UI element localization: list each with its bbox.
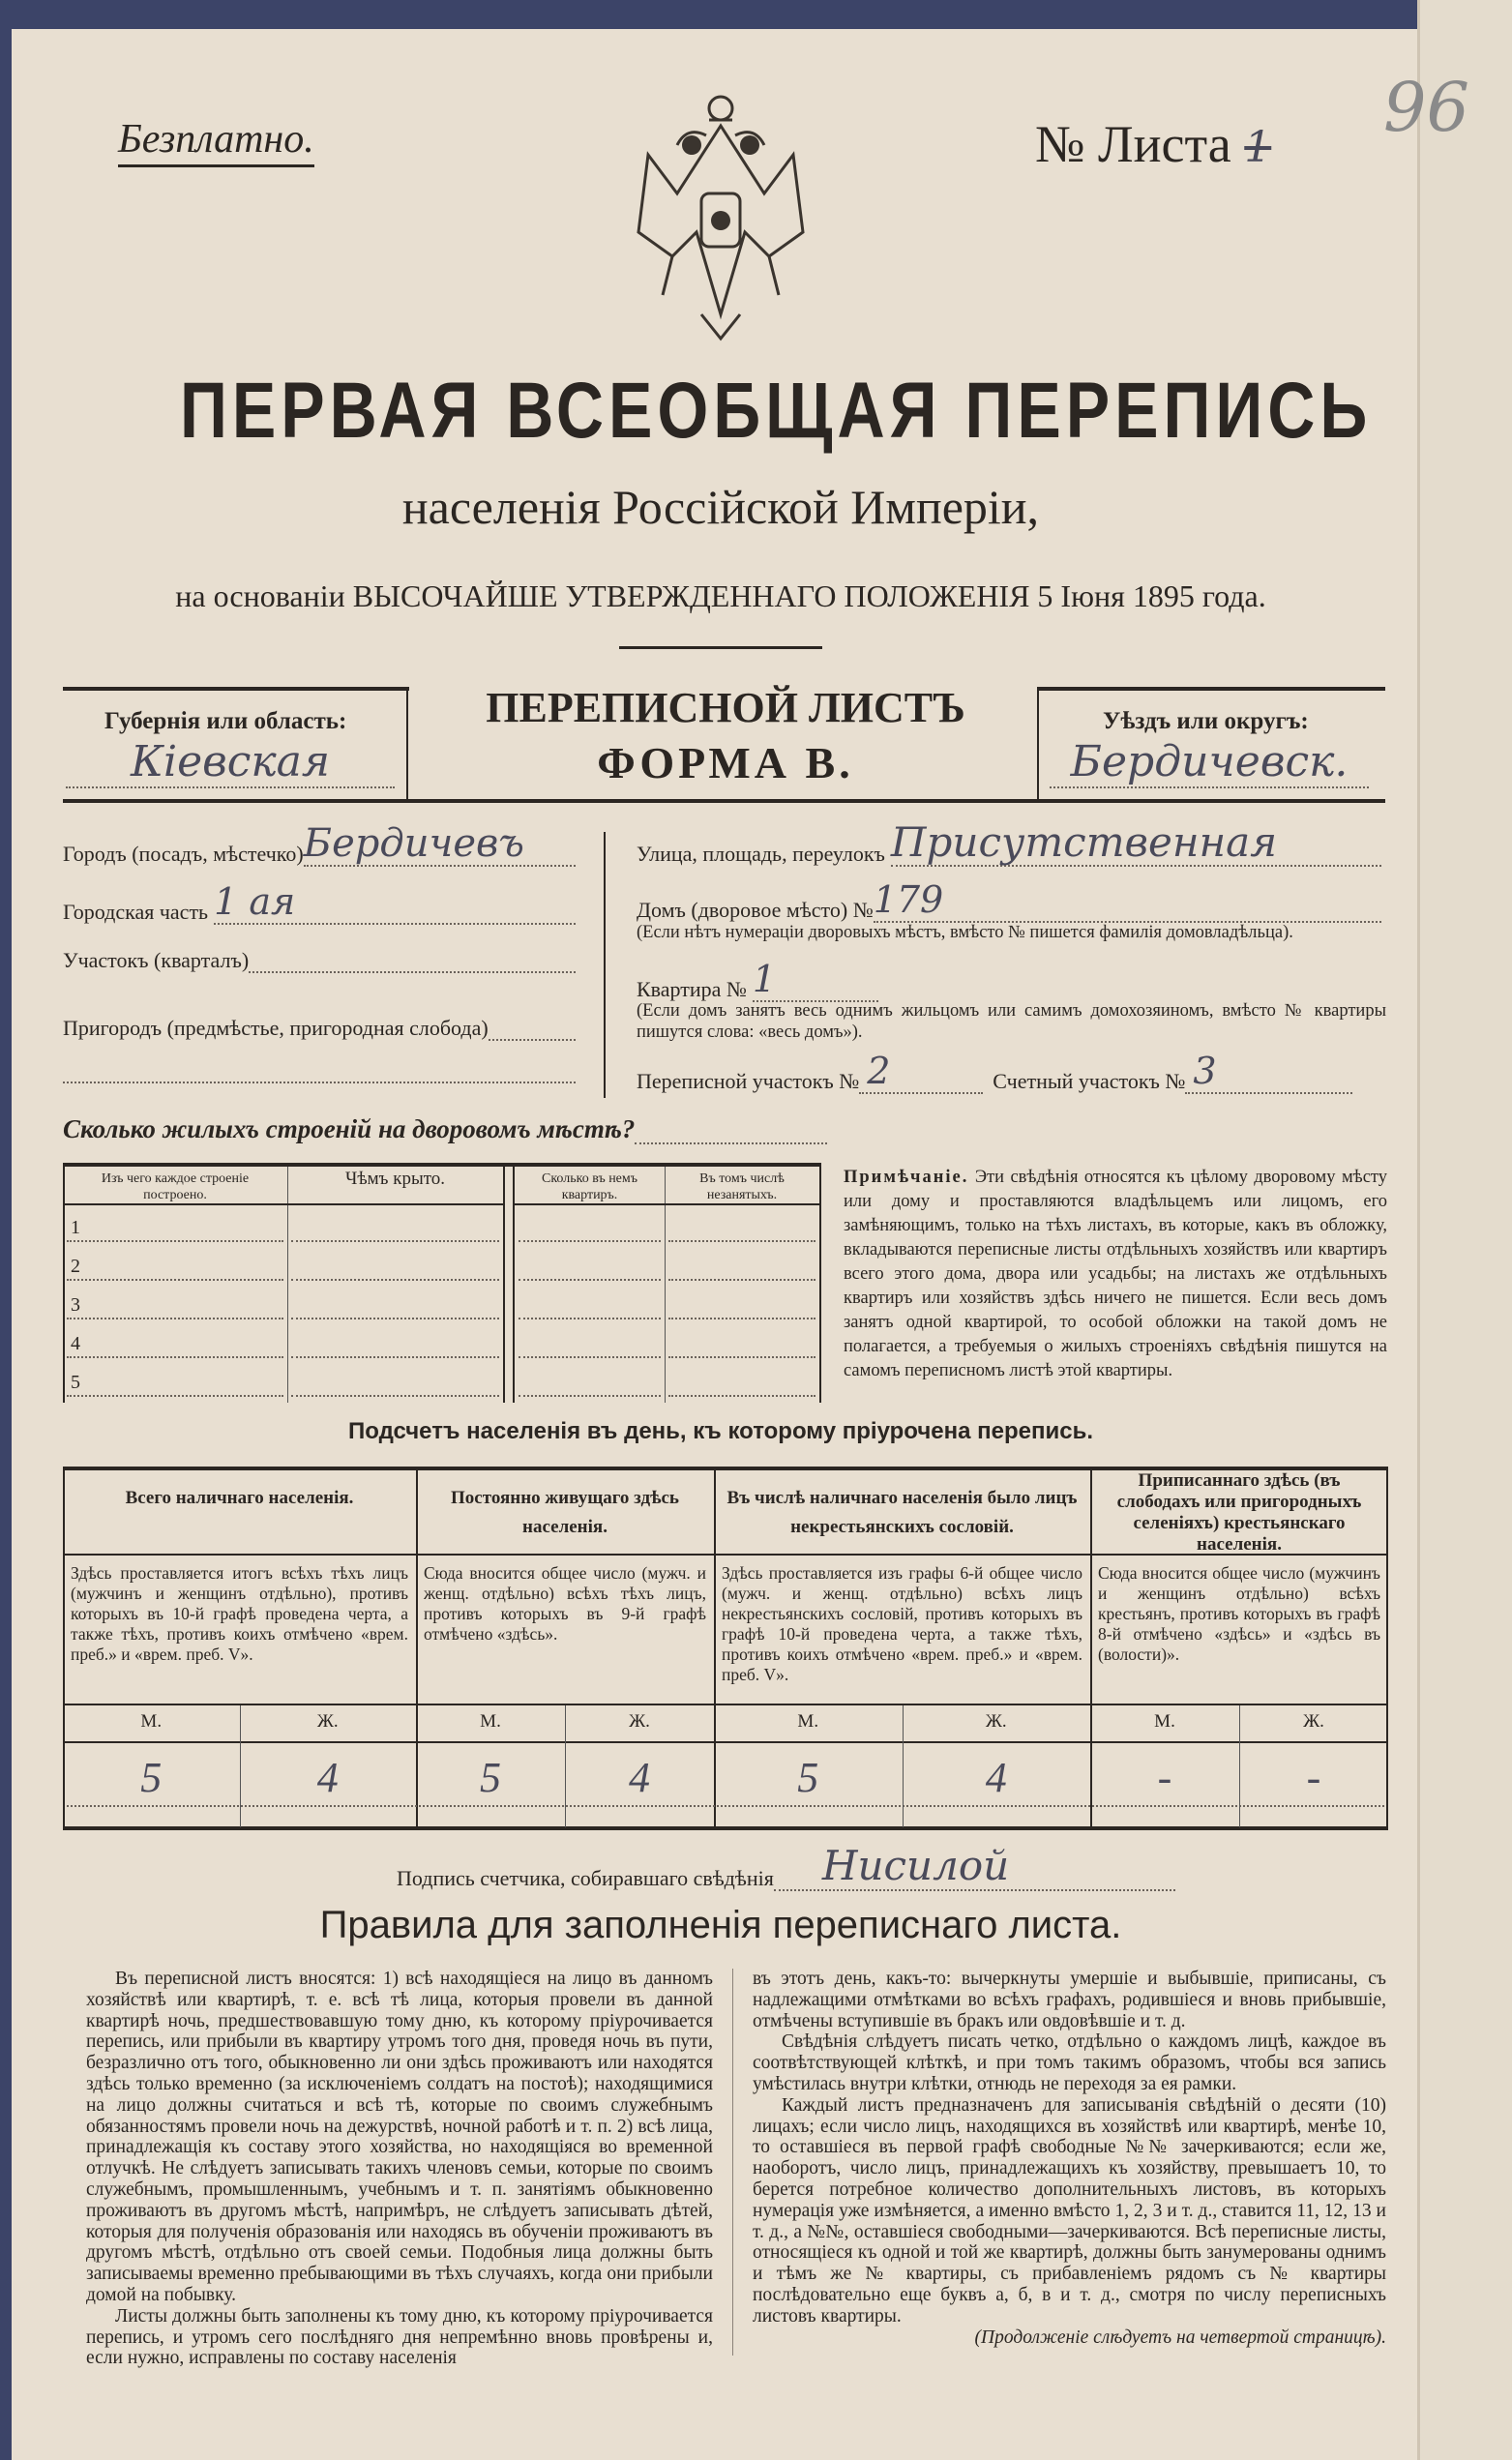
table-cell[interactable]	[291, 1318, 499, 1319]
precinct-label: Участокъ (кварталъ)	[63, 948, 250, 972]
suburb-field[interactable]	[489, 1016, 576, 1041]
male-count[interactable]: 5	[140, 1754, 163, 1801]
female-count[interactable]: 4	[629, 1754, 650, 1801]
rules-paragraph: Листы должны быть заполнены къ тому дню, къ которому пріурочивается перепись, и утромъ сего послѣдняго дня непремѣнно вновь провѣрены и, если нужно, исправлены по составу населенія	[86, 2305, 713, 2369]
table-cell[interactable]	[519, 1240, 661, 1242]
rules-title: Правила для заполненія переписнаго листа.	[319, 1904, 1122, 1946]
province-field[interactable]: Кіевская	[66, 737, 395, 788]
group-description: Сюда вносится общее число (мужчинъ и женщинъ отдѣльно) всѣхъ крестьянъ, противъ которыхъ въ графѣ 8-й отмѣчено «здѣсь» и «здѣсь въ (волости)».	[1098, 1563, 1380, 1664]
rules-paragraph: Въ переписной листъ вносятся: 1) всѣ находящіеся на лицо въ данномъ хозяйствѣ или квартирѣ, т. е. всѣ тѣ лица, которыя провели въ данной квартирѣ ночь, предшествовавшую тому дню, къ которому пріурочивается перепись, или прибыли въ квартиру утромъ того дня, проведя ночь въ пути, безразлично отъ того, обыкновенно ли они здѣсь проживаютъ или находятся здѣсь только временно (за исключеніемъ солдатъ на постоѣ); находящимися на лицо должны считаться и всѣ тѣ, которые по своимъ служебнымъ обязанностямъ провели ночь на дежурствѣ, ночной работѣ и т. п. 2) всѣ лица, принадлежащія къ составу этого хозяйства, но находящіяся во временной отлучкѣ. Не слѣдуетъ записывать такихъ членовъ семьи, которые по своимъ служебнымъ, промышленнымъ, учебнымъ и т. п. занятіямъ обыкновенно проживаютъ въ другомъ мѣстѣ, напримѣръ, не слѣдуетъ записывать дѣтей, которыя для полученія образованія или находясь въ обученіи проживаютъ въ другомъ мѣстѣ, отдѣльно отъ своей семьи. Подобныя лица должны быть записываемы временно пребывающими въ тѣхъ случаяхъ, когда они прибыли домой на побывку.	[86, 1969, 713, 2305]
female-count[interactable]: 4	[985, 1754, 1007, 1801]
table-cell[interactable]	[519, 1279, 661, 1281]
buildings-count-field[interactable]	[635, 1123, 827, 1144]
street-label: Улица, площадь, переулокъ	[637, 842, 885, 866]
city-part-label: Городская часть	[63, 900, 209, 924]
group-description: Здѣсь проставляется итогъ всѣхъ тѣхъ лицъ (мужчинъ и женщинъ отдѣльно), противъ которыхъ въ 10-й графѣ проведена черта, а также тѣхъ, противъ коихъ отмѣчено «врем. преб.» и «врем. преб. V».	[71, 1563, 408, 1664]
rules-paragraph: Каждый листъ предназначенъ для записыванія свѣдѣній о десяти (10) лицахъ; если число лицъ, находящихся въ хозяйствѣ или квартирѣ, менѣе 10, то оставшіеся въ первой графѣ свободные №№ зачеркиваются; если же, наоборотъ, число лицъ, принадлежащихъ къ хозяйству, превышаетъ 10, то берется потребное количество дополнительныхъ листовъ, въ которыхъ нумерація уже измѣняется, а именно вмѣсто 1, 2, 3 и т. д., ставится 11, 12, 13 и т. д., а №№, оставшіеся свободными—зачеркиваются. Всѣ переписные листы, относящіеся къ одной и той же квартирѣ, должны быть занумерованы однимъ и тѣмъ же № квартиры, съ прибавленіемъ рядомъ съ № квартиры послѣдовательно еще буквъ а, б, в и т. д., смотря по числу переписныхъ листовъ квартиры.	[753, 2094, 1386, 2327]
apartment-row	[637, 958, 878, 1002]
suburb-field-line[interactable]	[63, 1062, 576, 1083]
table-cell[interactable]	[668, 1395, 815, 1397]
signature-row	[397, 1843, 1175, 1891]
table-cell[interactable]	[67, 1356, 283, 1358]
column-header: Сколько въ немъ квартиръ.	[541, 1171, 637, 1202]
female-label: Ж.	[1303, 1711, 1324, 1732]
city-part-field[interactable]: 1 ая	[214, 880, 576, 925]
table-cell[interactable]	[519, 1318, 661, 1319]
column-header: Въ томъ числѣ незанятыхъ.	[699, 1171, 785, 1202]
form-subtitle: ФОРМА В.	[597, 738, 854, 787]
apartment-label: Квартира №	[637, 977, 747, 1001]
divider	[63, 1741, 1388, 1743]
female-label: Ж.	[985, 1711, 1007, 1732]
page-title: ПЕРВАЯ ВСЕОБЩАЯ ПЕРЕПИСЬ	[180, 367, 1373, 455]
city-part-row	[63, 880, 576, 925]
male-count[interactable]: 5	[480, 1754, 501, 1801]
column-divider	[732, 1969, 733, 2356]
divider	[287, 1167, 288, 1403]
group-header: Всего наличнаго населенія.	[125, 1488, 354, 1508]
page-subtitle: населенія Россійской Имперіи,	[401, 480, 1040, 534]
sections-row	[637, 1050, 1352, 1094]
row-number: 3	[71, 1294, 80, 1316]
suburb-row	[63, 1016, 576, 1041]
street-row	[637, 820, 1381, 867]
rules-left-column	[86, 1969, 713, 2369]
divider	[503, 1167, 505, 1403]
census-section-field[interactable]: 2	[859, 1050, 983, 1094]
table-cell[interactable]	[291, 1356, 499, 1358]
column-header: Чѣмъ крыто.	[344, 1169, 446, 1189]
buildings-question: Сколько жилыхъ строеній на дворовомъ мѣстѣ?	[63, 1114, 636, 1143]
group-description: Сюда вносится общее число (мужч. и женщ. отдѣльно) всѣхъ тѣхъ лицъ, противъ которыхъ въ 9-й графѣ отмѣчено «здѣсь».	[424, 1563, 706, 1644]
column-header: Изъ чего каждое строеніе построено.	[101, 1171, 250, 1202]
table-cell[interactable]	[668, 1240, 815, 1242]
divider	[406, 687, 408, 801]
group-header: Въ числѣ наличнаго населенія было лицъ некрестьянскихъ сословій.	[726, 1488, 1078, 1537]
table-cell[interactable]	[67, 1240, 283, 1242]
row-number: 1	[71, 1217, 80, 1238]
table-cell[interactable]	[668, 1356, 815, 1358]
imperial-eagle-emblem	[619, 87, 822, 343]
city-field[interactable]: Бердичевъ	[304, 822, 576, 867]
female-label: Ж.	[316, 1711, 339, 1732]
divider	[63, 1203, 503, 1205]
table-cell[interactable]	[668, 1279, 815, 1281]
group-description: Здѣсь проставляется изъ графы 6-й общее число (мужч. и женщ. отдѣльно) всѣхъ лицъ некрестьянскихъ сословій, противъ которыхъ въ графѣ 10-й проведена черта, а также тѣхъ, противъ коихъ отмѣчено «врем. преб.» и «врем. преб. V».	[722, 1563, 1082, 1684]
archive-page-number: 96	[1383, 68, 1470, 147]
count-section-label: Счетный участокъ №	[993, 1069, 1186, 1093]
house-note: (Если нѣтъ нумераціи дворовыхъ мѣстъ, вмѣсто № пишется фамилія домовладѣльца).	[637, 923, 1293, 942]
divider	[63, 687, 409, 691]
house-field[interactable]: 179	[874, 878, 1381, 923]
street-field[interactable]: Присутственная	[891, 820, 1381, 867]
male-label: М.	[1154, 1711, 1175, 1732]
apartment-field[interactable]: 1	[753, 958, 878, 1002]
divider	[63, 1163, 819, 1167]
row-number: 4	[71, 1333, 80, 1354]
sheet-number-value: 1	[1244, 123, 1272, 172]
buildings-table	[63, 1163, 819, 1403]
rules-paragraph: Свѣдѣнія слѣдуетъ писать четко, отдѣльно о каждомъ лицѣ, каждое въ соотвѣтствующей клѣткѣ, и при томъ такимъ образомъ, чтобы вся запись умѣстилась внутри клѣтки, отнюдь не переходя за ея рамки.	[753, 2031, 1386, 2094]
sheet-number-label	[1035, 114, 1271, 174]
free-label: Безплатно.	[118, 116, 314, 167]
count-section-field[interactable]: 3	[1185, 1050, 1352, 1094]
row-number: 5	[71, 1372, 80, 1393]
divider	[1037, 687, 1039, 801]
table-cell[interactable]	[67, 1395, 283, 1397]
legal-basis: на основаніи ВЫСОЧАЙШЕ УТВЕРЖДЕННАГО ПОЛОЖЕНІЯ 5 Іюня 1895 года.	[175, 578, 1266, 613]
divider	[63, 1826, 1388, 1830]
rules-right-column	[753, 1969, 1386, 2348]
note-heading: Примѣчаніе.	[844, 1168, 969, 1187]
male-label: М.	[480, 1711, 501, 1732]
continued-note: (Продолженіе слѣдуетъ на четвертой страницѣ).	[974, 2327, 1386, 2348]
female-label: Ж.	[629, 1711, 650, 1732]
divider	[63, 1704, 1388, 1705]
signature-field[interactable]: Нисилой	[774, 1843, 1175, 1891]
underlying-sheet-edge	[1417, 0, 1512, 2460]
male-label: М.	[140, 1711, 163, 1732]
table-cell[interactable]	[668, 1318, 815, 1319]
city-label: Городъ (посадъ, мѣстечко)	[63, 842, 304, 866]
divider	[67, 1805, 1384, 1807]
table-cell[interactable]	[67, 1279, 283, 1281]
divider	[63, 799, 1385, 803]
district-label: Уѣздъ или округъ:	[1103, 708, 1309, 734]
divider	[515, 1203, 819, 1205]
divider	[604, 832, 606, 1098]
group-header: Приписаннаго здѣсь (въ слободахъ или пригородныхъ селеніяхъ) крестьянскаго населенія.	[1116, 1470, 1362, 1555]
table-cell[interactable]	[291, 1279, 499, 1281]
note-text: Эти свѣдѣнія относятся къ цѣлому дворовому мѣсту или дому и проставляются владѣльцемъ или лицомъ, его замѣняющимъ, только на тѣхъ листахъ, въ которые, какъ въ обложку, вкладываются переписные листы отдѣльныхъ хозяйствъ или квартиръ всего этого дома, двора или усадьбы; на листахъ же отдѣльныхъ квартиръ или хозяйствъ здѣсь ничего не пишется. Если весь домъ занятъ одной квартирой, то особой обложки на такой домъ не полагается, а требуемыя о жилыхъ строеніяхъ свѣдѣнія пишутся на самомъ переписномъ листѣ этой квартиры.	[844, 1168, 1388, 1380]
precinct-row	[63, 948, 576, 973]
apartment-note: (Если домъ занятъ весь однимъ жильцомъ или самимъ домохозяиномъ, вмѣсто № квартиры пишутся слова: «весь домъ»).	[637, 1001, 1386, 1042]
precinct-field[interactable]	[249, 948, 576, 973]
buildings-question-row	[63, 1114, 827, 1144]
table-cell[interactable]	[519, 1395, 661, 1397]
suburb-label: Пригородъ (предмѣстье, пригородная слобода)	[63, 1016, 489, 1040]
province-label: Губернія или область:	[104, 708, 347, 734]
female-count[interactable]: 4	[316, 1754, 339, 1801]
population-title: Подсчетъ населенія въ день, къ которому пріурочена перепись.	[348, 1418, 1093, 1444]
buildings-note	[844, 1166, 1387, 1383]
male-label: М.	[797, 1711, 819, 1732]
population-table	[63, 1467, 1388, 1830]
form-title: ПЕРЕПИСНОЙ ЛИСТЪ	[486, 684, 965, 731]
group-header: Постоянно живущаго здѣсь населенія.	[451, 1488, 679, 1537]
rules-paragraph: въ этотъ день, какъ-то: вычеркнуты умершіе и выбывшіе, приписаны, съ надлежащими отмѣтками во всѣхъ графахъ, родившіеся и вновь прибывшіе, отмѣчены вступившіе въ бракъ или овдовѣвшіе и т. д.	[753, 1969, 1386, 2031]
table-cell[interactable]	[519, 1356, 661, 1358]
house-row	[637, 878, 1381, 923]
house-label: Домъ (дворовое мѣсто) №	[637, 898, 874, 922]
census-section-label: Переписной участокъ №	[637, 1069, 860, 1093]
female-count[interactable]: -	[1306, 1754, 1321, 1801]
divider	[1037, 687, 1385, 691]
divider	[819, 1163, 821, 1403]
male-count[interactable]: -	[1157, 1754, 1172, 1801]
row-number: 2	[71, 1256, 80, 1277]
signature-label: Подпись счетчика, собиравшаго свѣдѣнія	[397, 1866, 774, 1890]
district-field[interactable]: Бердичевск.	[1050, 737, 1369, 788]
table-cell[interactable]	[291, 1395, 499, 1397]
table-cell[interactable]	[67, 1318, 283, 1319]
sheet-label: № Листа	[1035, 115, 1231, 173]
divider	[619, 646, 822, 649]
city-row	[63, 822, 576, 867]
table-cell[interactable]	[291, 1240, 499, 1242]
male-count[interactable]: 5	[797, 1754, 819, 1801]
